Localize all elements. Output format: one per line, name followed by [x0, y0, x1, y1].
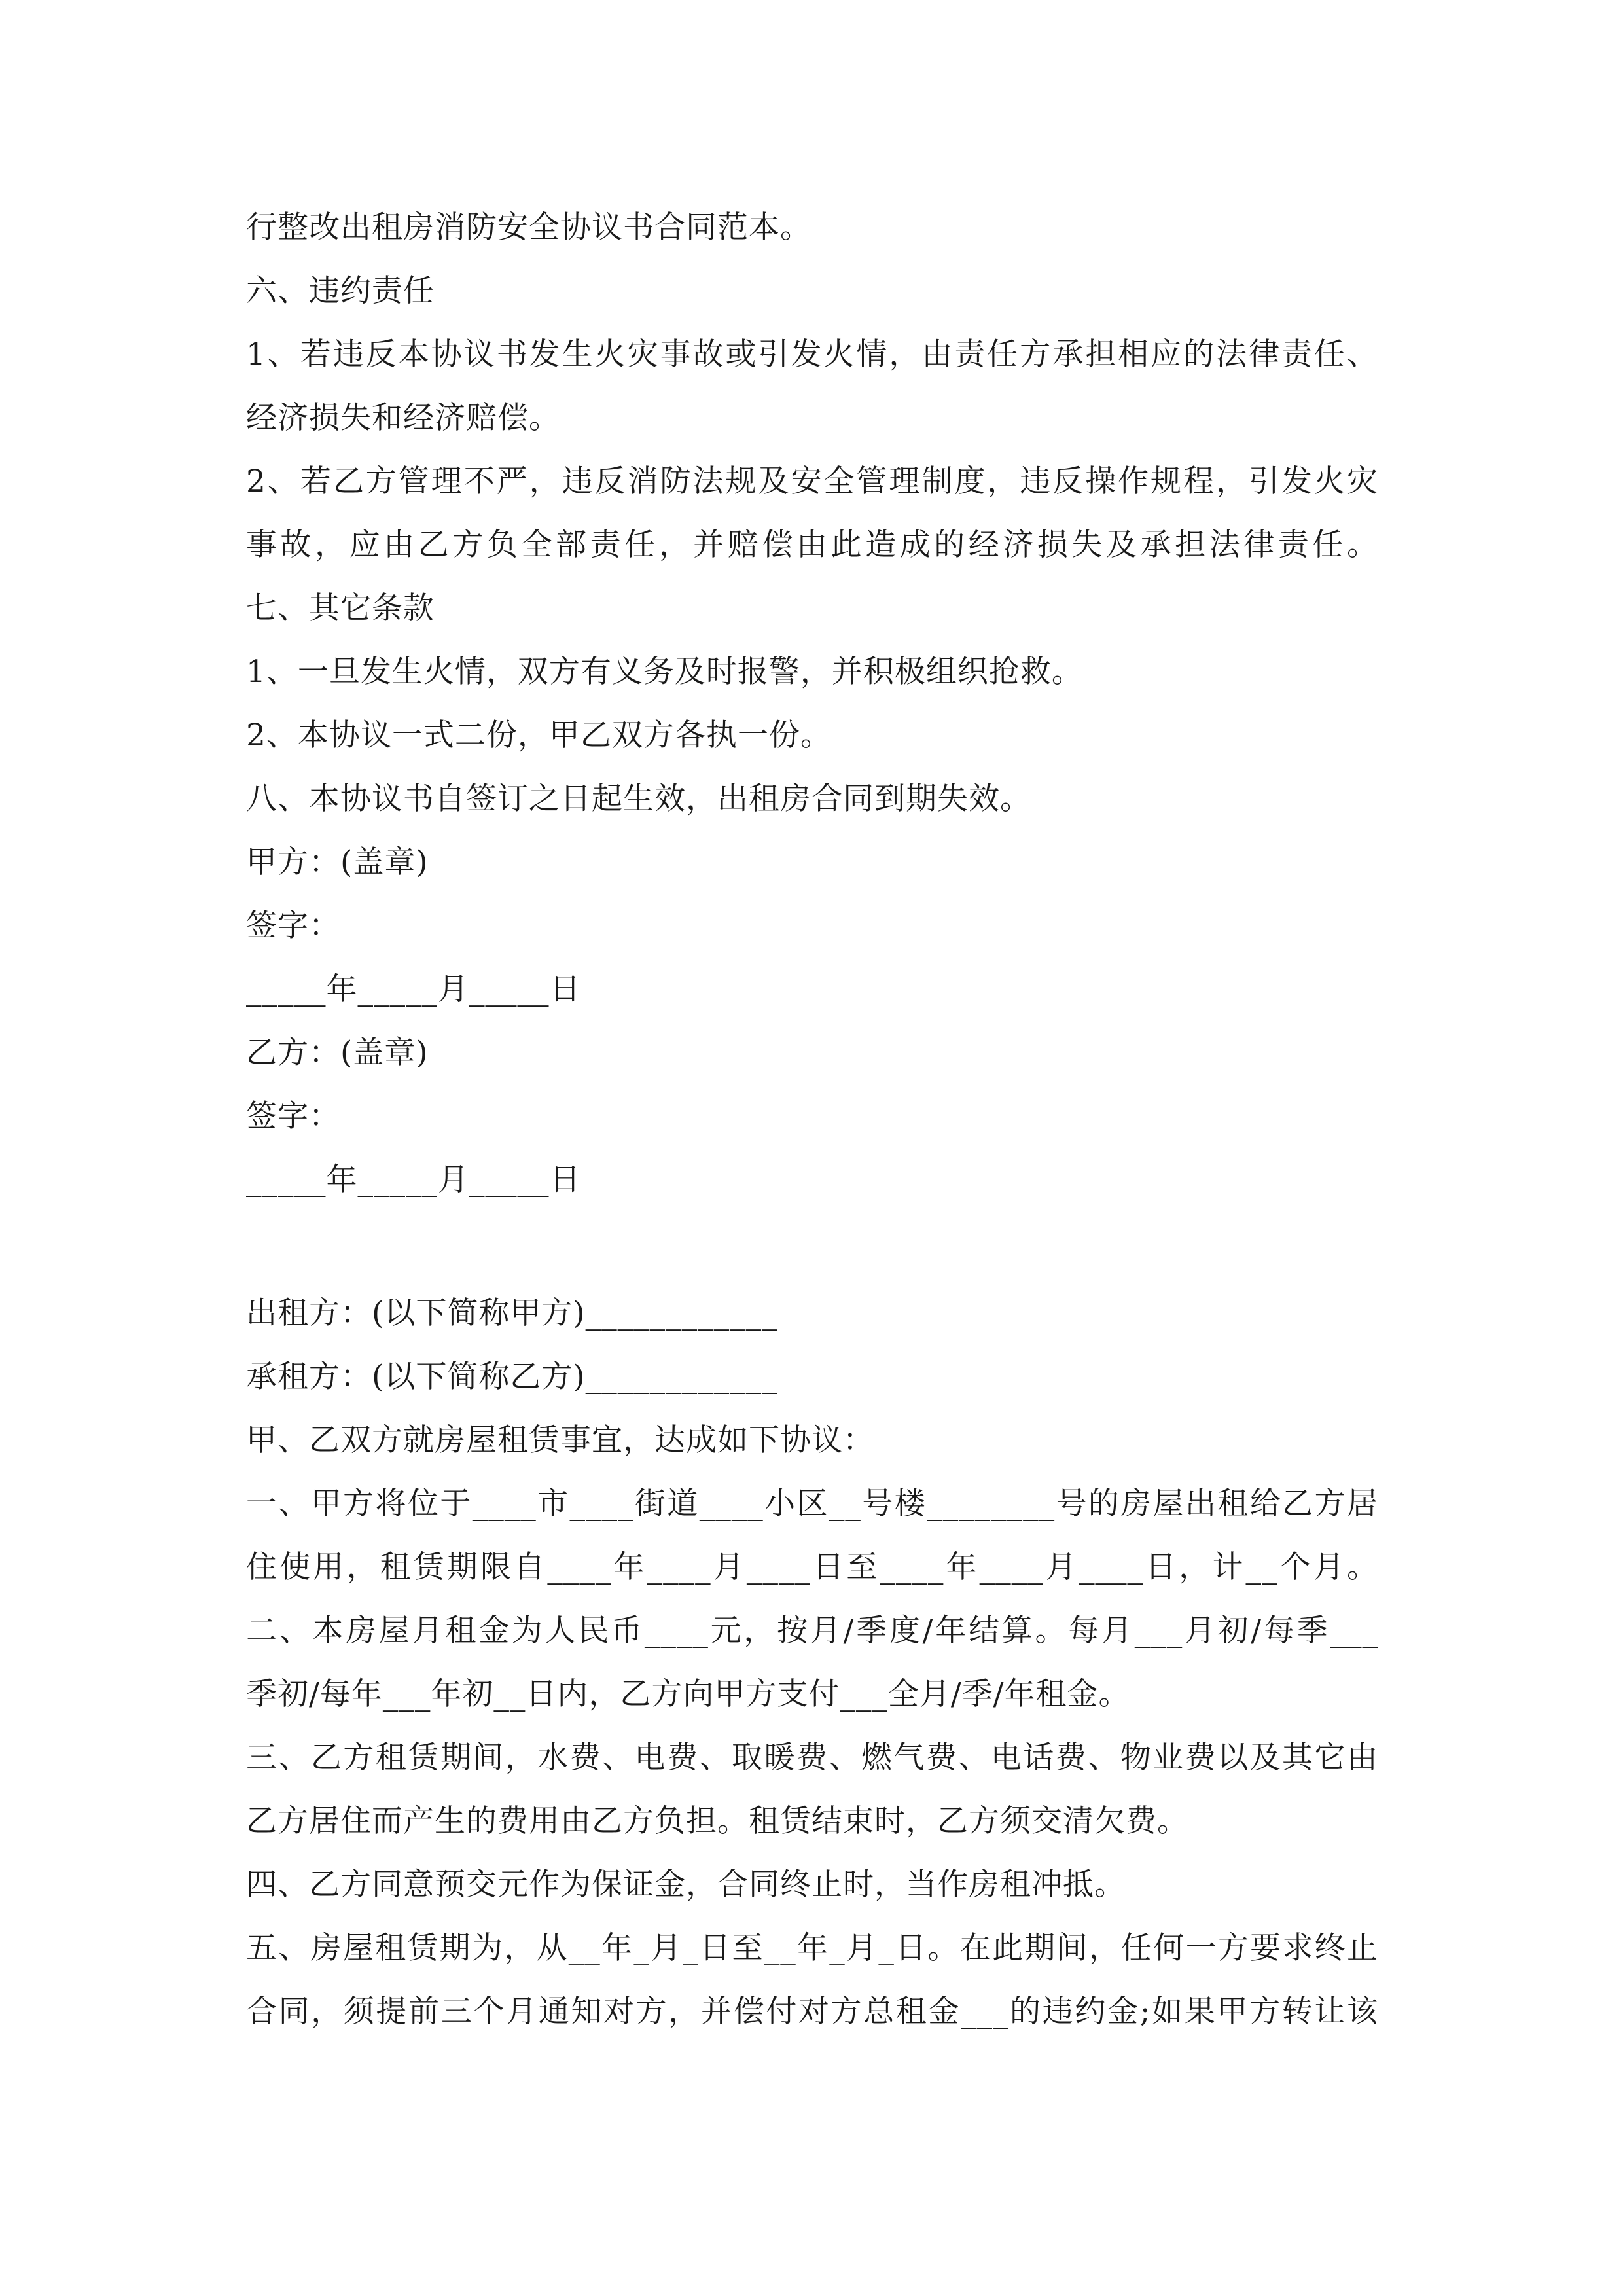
section-heading: 六、违约责任	[246, 273, 435, 309]
text-line: 四、乙方同意预交元作为保证金，合同终止时，当作房租冲抵。	[246, 1867, 1126, 1903]
party-b-date: _____年_____月_____日	[246, 1162, 581, 1198]
text-line: 一、甲方将位于____市____街道____小区__号楼________号的房屋出租给乙方居	[246, 1486, 1378, 1522]
text-line: 季初/每年___年初__日内，乙方向甲方支付___全月/季/年租金。	[246, 1676, 1130, 1712]
text-line: 1、若违反本协议书发生火灾事故或引发火情，由责任方承担相应的法律责任、	[246, 336, 1378, 372]
text-line: 事故，应由乙方负全部责任，并赔偿由此造成的经济损失及承担法律责任。	[246, 527, 1378, 563]
lessee-field: 承租方：(以下简称乙方)____________	[246, 1359, 778, 1395]
text-line: 住使用，租赁期限自____年____月____日至____年____月____日，计__个月。	[246, 1549, 1378, 1585]
party-a-seal: 甲方：(盖章)	[246, 844, 429, 880]
text-line: 甲、乙双方就房屋租赁事宜，达成如下协议：	[246, 1422, 874, 1458]
text-line: 合同，须提前三个月通知对方，并偿付对方总租金___的违约金;如果甲方转让该	[246, 1994, 1378, 2030]
text-line: 1、一旦发生火情，双方有义务及时报警，并积极组织抢救。	[246, 654, 1083, 690]
text-line: 经济损失和经济赔偿。	[246, 400, 560, 436]
text-line: 2、本协议一式二份，甲乙双方各执一份。	[246, 717, 832, 753]
text-line: 2、若乙方管理不严，违反消防法规及安全管理制度，违反操作规程，引发火灾	[246, 463, 1378, 499]
text-line: 行整改出租房消防安全协议书合同范本。	[246, 209, 812, 245]
party-a-date: _____年_____月_____日	[246, 971, 581, 1007]
party-b-signature: 签字：	[246, 1098, 340, 1134]
text-line: 乙方居住而产生的费用由乙方负担。租赁结束时，乙方须交清欠费。	[246, 1803, 1188, 1839]
text-line: 二、本房屋月租金为人民币____元，按月/季度/年结算。每月___月初/每季___	[246, 1613, 1378, 1649]
section-heading: 八、本协议书自签订之日起生效，出租房合同到期失效。	[246, 781, 1031, 817]
lessor-field: 出租方：(以下简称甲方)____________	[246, 1295, 778, 1331]
text-line: 三、乙方租赁期间，水费、电费、取暖费、燃气费、电话费、物业费以及其它由	[246, 1740, 1378, 1776]
party-b-seal: 乙方：(盖章)	[246, 1035, 429, 1071]
text-line: 五、房屋租赁期为，从__年_月_日至__年_月_日。在此期间，任何一方要求终止	[246, 1930, 1378, 1966]
section-heading: 七、其它条款	[246, 590, 435, 626]
party-a-signature: 签字：	[246, 908, 340, 944]
